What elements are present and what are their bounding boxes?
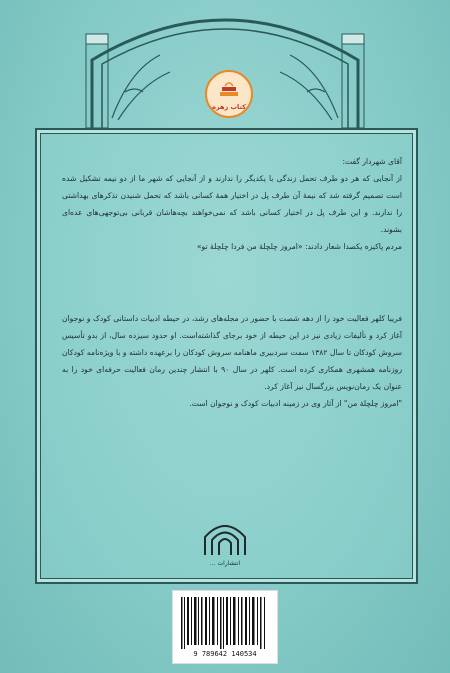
excerpt-paragraph: از آنجایی که هر دو طرف تحمل زندگی با یکدیگر را ندارند و از آنجایی که شهر ما از دو نیمه تشکیل شده است تصمیم گرفته شد که نیمهٔ آن طرف پل در اختیار همهٔ کسانی باشد که تحمل شنیدن تذکرهای بهداشتی را ندارند. و این طرف پل در اختیار کسانی باشد که نمی‌خواهند بچه‌هاشان قربانی بی‌توجهی‌های عده‌ای بشوند. xyxy=(62,174,402,234)
excerpt-slogan: مردم پاکیزه یکصدا شعار دادند: «امروز چلچلهٔ من فردا چلچلهٔ تو» xyxy=(196,242,402,251)
excerpt-block xyxy=(62,153,402,255)
author-bio xyxy=(62,310,402,412)
logo-text: کتاب زهره xyxy=(212,103,246,111)
barcode-bars-icon xyxy=(179,597,269,649)
excerpt-line: آقای شهردار گفت: xyxy=(342,157,402,166)
barcode-number: 9 789642 140534 xyxy=(193,650,257,658)
barcode xyxy=(172,590,278,664)
publisher-logo xyxy=(205,70,253,118)
bio-closing: "امروز چلچلهٔ من" از آثار وی در زمینه ادبیات کودک و نوجوان است. xyxy=(189,399,402,408)
publisher-label: انتشارات ... xyxy=(209,560,241,567)
bio-paragraph: فریبا کلهر فعالیت خود را از دهه شصت با حضور در مجله‌های رشد، در حیطه ادبیات داستانی کودک و نوجوان آغاز کرد و تألیفات زیادی نیز در این حیطه از خود برجای گذاشته‌است. او حدود سیزده سال، از بدو تأسیس سروش کودکان تا سال ۱۳۸۲ سمت سردبیری ماهنامه سروش کودکان را برعهده داشته و با ویژه‌نامه کودکان روزنامه همشهری همکاری کرده است. کلهر در سال ۹۰ با انتشار چندین رمان فعالیت حرفه‌ای خود را به عنوان یک رمان‌نویس بزرگسال نیز آغاز کرد. xyxy=(62,314,403,391)
publisher-mark-icon xyxy=(197,515,253,561)
book-stack-icon xyxy=(217,78,241,102)
